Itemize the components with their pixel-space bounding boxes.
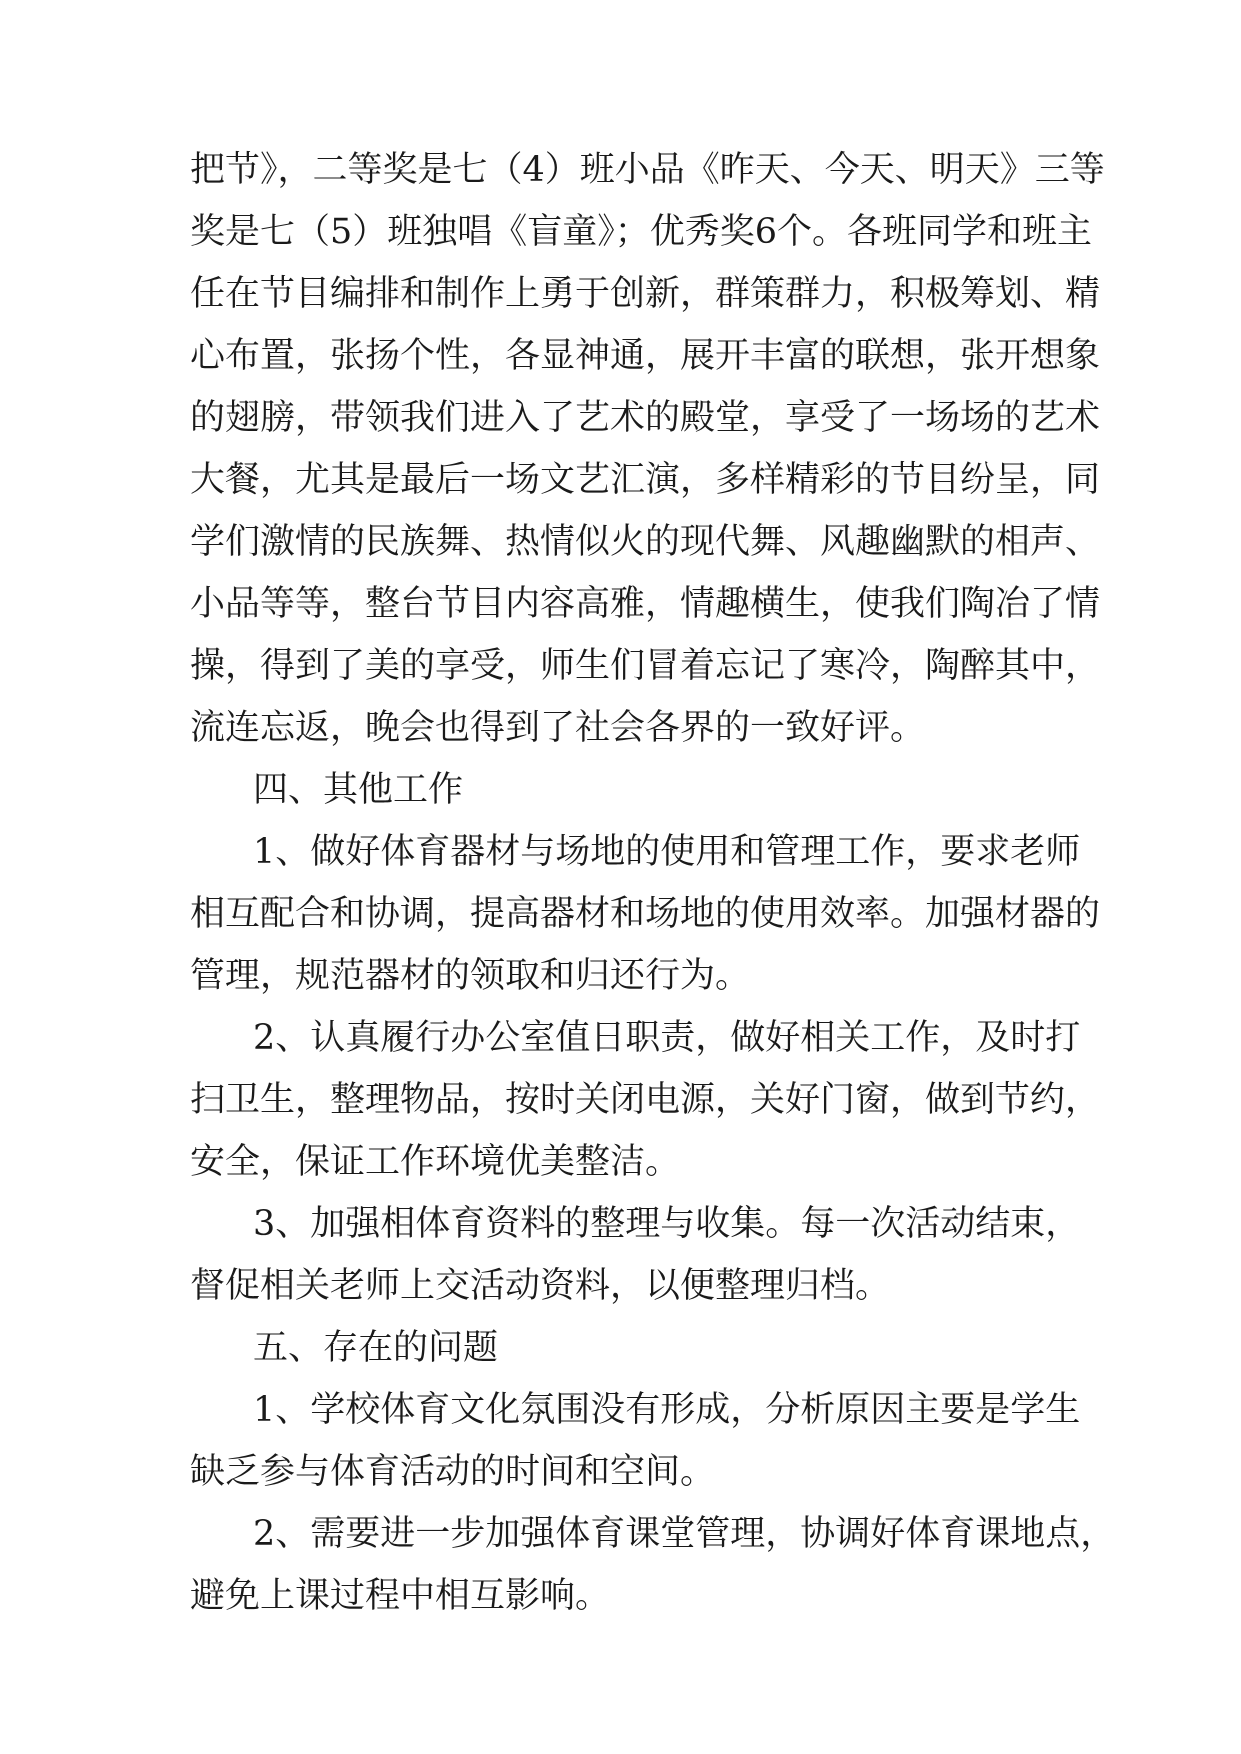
text-line: 缺乏参与体育活动的时间和空间。 — [190, 1452, 716, 1492]
section-heading: 四、其他工作 — [253, 770, 464, 810]
text-line: 1、学校体育文化氛围没有形成，分析原因主要是学生 — [253, 1390, 1081, 1430]
text-line: 任在节目编排和制作上勇于创新，群策群力，积极筹划、精 — [190, 274, 1101, 314]
text-line: 避免上课过程中相互影响。 — [190, 1576, 611, 1616]
text-line: 流连忘返，晚会也得到了社会各界的一致好评。 — [190, 708, 926, 748]
text-line: 相互配合和协调，提高器材和场地的使用效率。加强材器的 — [190, 894, 1101, 934]
text-line: 大餐，尤其是最后一场文艺汇演，多样精彩的节目纷呈，同 — [190, 460, 1101, 500]
text-line: 心布置，张扬个性，各显神通，展开丰富的联想，张开想象 — [190, 336, 1101, 376]
text-line: 督促相关老师上交活动资料，以便整理归档。 — [190, 1266, 891, 1306]
text-line: 2、需要进一步加强体育课堂管理，协调好体育课地点， — [253, 1514, 1116, 1554]
text-line: 的翅膀，带领我们进入了艺术的殿堂，享受了一场场的艺术 — [190, 398, 1101, 438]
text-line: 扫卫生，整理物品，按时关闭电源，关好门窗，做到节约， — [190, 1080, 1101, 1120]
text-line: 把节》，二等奖是七（4）班小品《昨天、今天、明天》三等 — [190, 150, 1105, 190]
text-line: 2、认真履行办公室值日职责，做好相关工作，及时打 — [253, 1018, 1081, 1058]
text-line: 安全，保证工作环境优美整洁。 — [190, 1142, 681, 1182]
text-line: 奖是七（5）班独唱《盲童》；优秀奖6个。各班同学和班主 — [190, 212, 1093, 252]
section-heading: 五、存在的问题 — [253, 1328, 499, 1368]
text-line: 学们激情的民族舞、热情似火的现代舞、风趣幽默的相声、 — [190, 522, 1101, 562]
text-line: 3、加强相体育资料的整理与收集。每一次活动结束， — [253, 1204, 1081, 1244]
text-line: 操，得到了美的享受，师生们冒着忘记了寒冷，陶醉其中， — [190, 646, 1101, 686]
text-line: 管理，规范器材的领取和归还行为。 — [190, 956, 751, 996]
text-line: 1、做好体育器材与场地的使用和管理工作，要求老师 — [253, 832, 1081, 872]
text-line: 小品等等，整台节目内容高雅，情趣横生，使我们陶冶了情 — [190, 584, 1101, 624]
